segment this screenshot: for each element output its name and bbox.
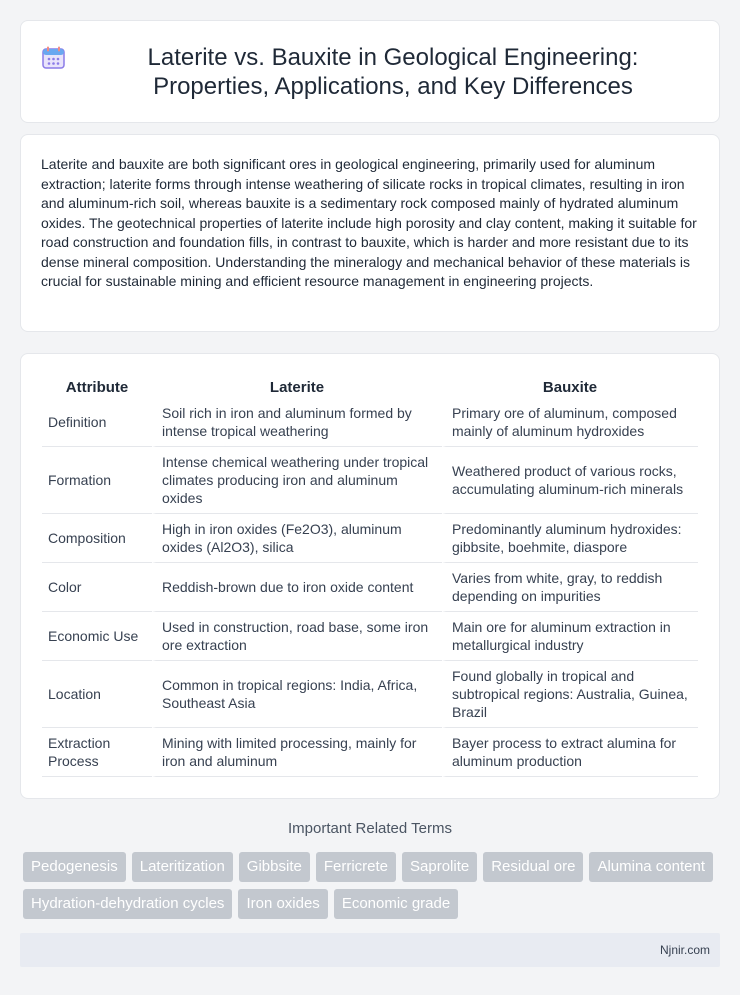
footer-brand[interactable]: Njnir.com: [659, 943, 710, 957]
related-term-tag[interactable]: Gibbsite: [239, 852, 310, 882]
related-terms-title: Important Related Terms: [288, 820, 452, 837]
footer: [20, 933, 720, 967]
related-term-tag[interactable]: Hydration-dehydration cycles: [23, 889, 232, 919]
related-terms-list: [20, 852, 720, 919]
attribute-cell: Composition: [42, 514, 152, 563]
related-term-tag[interactable]: Alumina content: [589, 852, 713, 882]
related-term-tag[interactable]: Iron oxides: [238, 889, 327, 919]
laterite-cell: High in iron oxides (Fe2O3), aluminum oxides (Al2O3), silica: [152, 514, 442, 563]
laterite-cell: Soil rich in iron and aluminum formed by intense tropical weathering: [152, 398, 442, 447]
related-term-tag[interactable]: Pedogenesis: [23, 852, 126, 882]
laterite-cell: Intense chemical weathering under tropical climates producing iron and aluminum oxides: [152, 447, 442, 514]
laterite-cell: Common in tropical regions: India, Africa, Southeast Asia: [152, 661, 442, 728]
attribute-cell: Color: [42, 563, 152, 612]
table-row: [42, 661, 698, 728]
header-bauxite: Bauxite: [542, 378, 598, 396]
title-wrap: [41, 43, 699, 101]
table-row: [42, 514, 698, 563]
bauxite-cell: Bayer process to extract alumina for aluminum production: [442, 728, 698, 777]
bauxite-cell: Main ore for aluminum extraction in metallurgical industry: [442, 612, 698, 661]
laterite-cell: Used in construction, road base, some iron ore extraction: [152, 612, 442, 661]
related-term-tag[interactable]: Saprolite: [402, 852, 477, 882]
attribute-cell: Formation: [42, 447, 152, 514]
bauxite-cell: Found globally in tropical and subtropical regions: Australia, Guinea, Brazil: [442, 661, 698, 728]
intro-paragraph: Laterite and bauxite are both significant ores in geological engineering, primarily used for aluminum extraction; laterite forms through intense weathering of silicate rocks in tropical climates, resulting in iron and aluminum-rich soil, whereas bauxite is a sedimentary rock composed mainly of hydrated aluminum oxides. The geotechnical properties of laterite include high porosity and clay content, making it suitable for road construction and foundation fills, in contrast to bauxite, which is harder and more resistant due to its dense mineral composition. Understanding the mineralogy and mechanical behavior of these materials is crucial for sustainable mining and efficient resource management in engineering projects.: [41, 156, 697, 289]
related-term-tag[interactable]: Residual ore: [483, 852, 583, 882]
related-term-tag[interactable]: Economic grade: [334, 889, 458, 919]
table-row: [42, 447, 698, 514]
table-row: [42, 563, 698, 612]
calendar-icon: [41, 45, 67, 71]
table-row: [42, 728, 698, 777]
related-term-tag[interactable]: Lateritization: [132, 852, 233, 882]
comparison-table: [42, 372, 698, 777]
bauxite-cell: Varies from white, gray, to reddish depending on impurities: [442, 563, 698, 612]
attribute-cell: Location: [42, 661, 152, 728]
bauxite-cell: Weathered product of various rocks, accumulating aluminum-rich minerals: [442, 447, 698, 514]
title-card: [20, 20, 720, 123]
attribute-cell: Economic Use: [42, 612, 152, 661]
laterite-cell: Mining with limited processing, mainly for iron and aluminum: [152, 728, 442, 777]
table-row: [42, 612, 698, 661]
page-title: Laterite vs. Bauxite in Geological Engineering: Properties, Applications, and Key Differences: [147, 43, 639, 100]
table-row: [42, 398, 698, 447]
header-laterite: Laterite: [269, 378, 325, 396]
bauxite-cell: Predominantly aluminum hydroxides: gibbsite, boehmite, diaspore: [442, 514, 698, 563]
comparison-card: [20, 353, 720, 799]
laterite-cell: Reddish-brown due to iron oxide content: [152, 563, 442, 612]
header-attribute: Attribute: [65, 378, 129, 396]
intro-card: [20, 134, 720, 332]
related-term-tag[interactable]: Ferricrete: [316, 852, 396, 882]
bauxite-cell: Primary ore of aluminum, composed mainly of aluminum hydroxides: [442, 398, 698, 447]
table-header-row: [42, 372, 698, 398]
attribute-cell: Definition: [42, 398, 152, 447]
attribute-cell: Extraction Process: [42, 728, 152, 777]
